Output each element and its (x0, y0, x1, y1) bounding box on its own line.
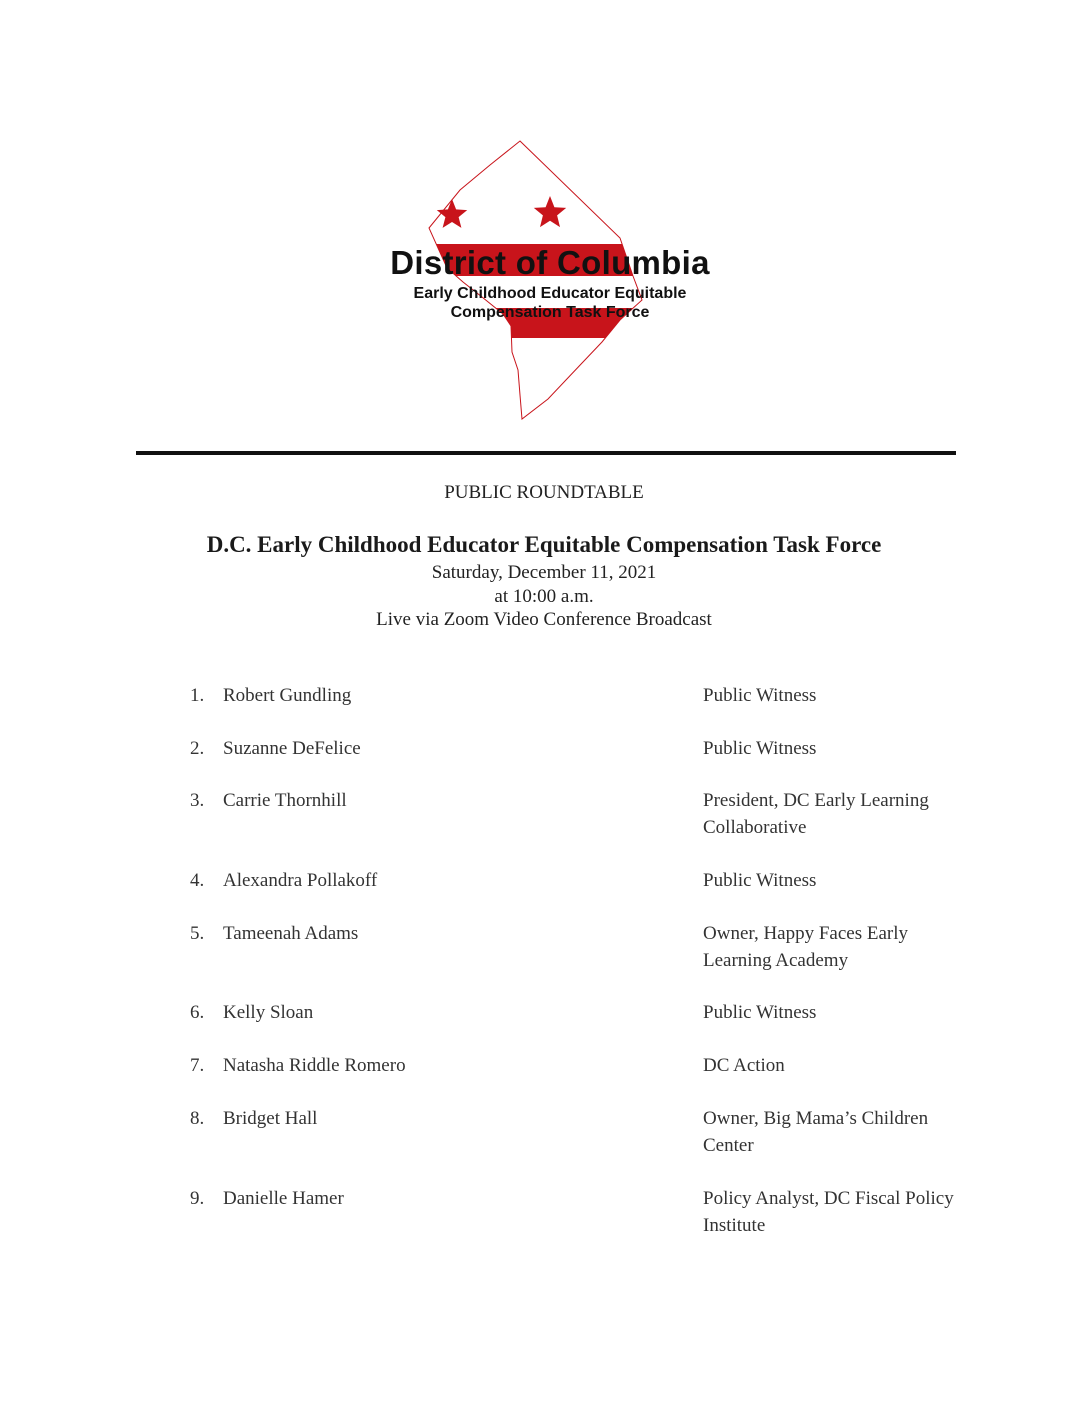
witness-name: Robert Gundling (223, 685, 352, 706)
witness-affiliation: Policy Analyst, DC Fiscal Policy Institute (703, 1188, 954, 1236)
witness-number: 2. (190, 738, 205, 759)
logo-title: District of Columbia (390, 244, 710, 281)
witness-name: Suzanne DeFelice (223, 738, 361, 759)
event-time: at 10:00 a.m. (494, 586, 594, 607)
witness-number: 5. (190, 923, 205, 944)
witness-number: 1. (190, 685, 205, 706)
witness-number: 4. (190, 870, 205, 891)
witness-number: 7. (190, 1055, 205, 1076)
witness-name: Natasha Riddle Romero (223, 1055, 406, 1076)
witness-number: 9. (190, 1188, 205, 1209)
witness-number: 3. (190, 790, 205, 811)
witness-number: 6. (190, 1002, 205, 1023)
witness-name: Alexandra Pollakoff (223, 870, 378, 891)
witness-name: Carrie Thornhill (223, 790, 347, 811)
logo-subtitle-line1: Early Childhood Educator Equitable (413, 285, 687, 302)
witness-affiliation: Public Witness (703, 738, 817, 759)
witness-affiliation: President, DC Early Learning Collaborative (703, 790, 929, 838)
witness-name: Bridget Hall (223, 1108, 318, 1129)
witness-affiliation: Public Witness (703, 1002, 817, 1023)
witness-affiliation: Public Witness (703, 685, 817, 706)
event-venue: Live via Zoom Video Conference Broadcast (376, 609, 712, 630)
witness-name: Tameenah Adams (223, 923, 359, 944)
witness-affiliation: Owner, Happy Faces Early Learning Academy (703, 923, 909, 971)
logo-subtitle-line2: Compensation Task Force (450, 304, 650, 321)
witness-affiliation: Owner, Big Mama’s Children Center (703, 1108, 929, 1156)
witness-name: Danielle Hamer (223, 1188, 344, 1209)
witness-number: 8. (190, 1108, 205, 1129)
witness-affiliation: DC Action (703, 1055, 785, 1076)
document-kicker: PUBLIC ROUNDTABLE (444, 482, 644, 503)
event-date: Saturday, December 11, 2021 (431, 562, 657, 583)
document-title: D.C. Early Childhood Educator Equitable Compensation Task Force (206, 532, 882, 557)
witness-name: Kelly Sloan (223, 1002, 314, 1023)
witness-affiliation: Public Witness (703, 870, 817, 891)
